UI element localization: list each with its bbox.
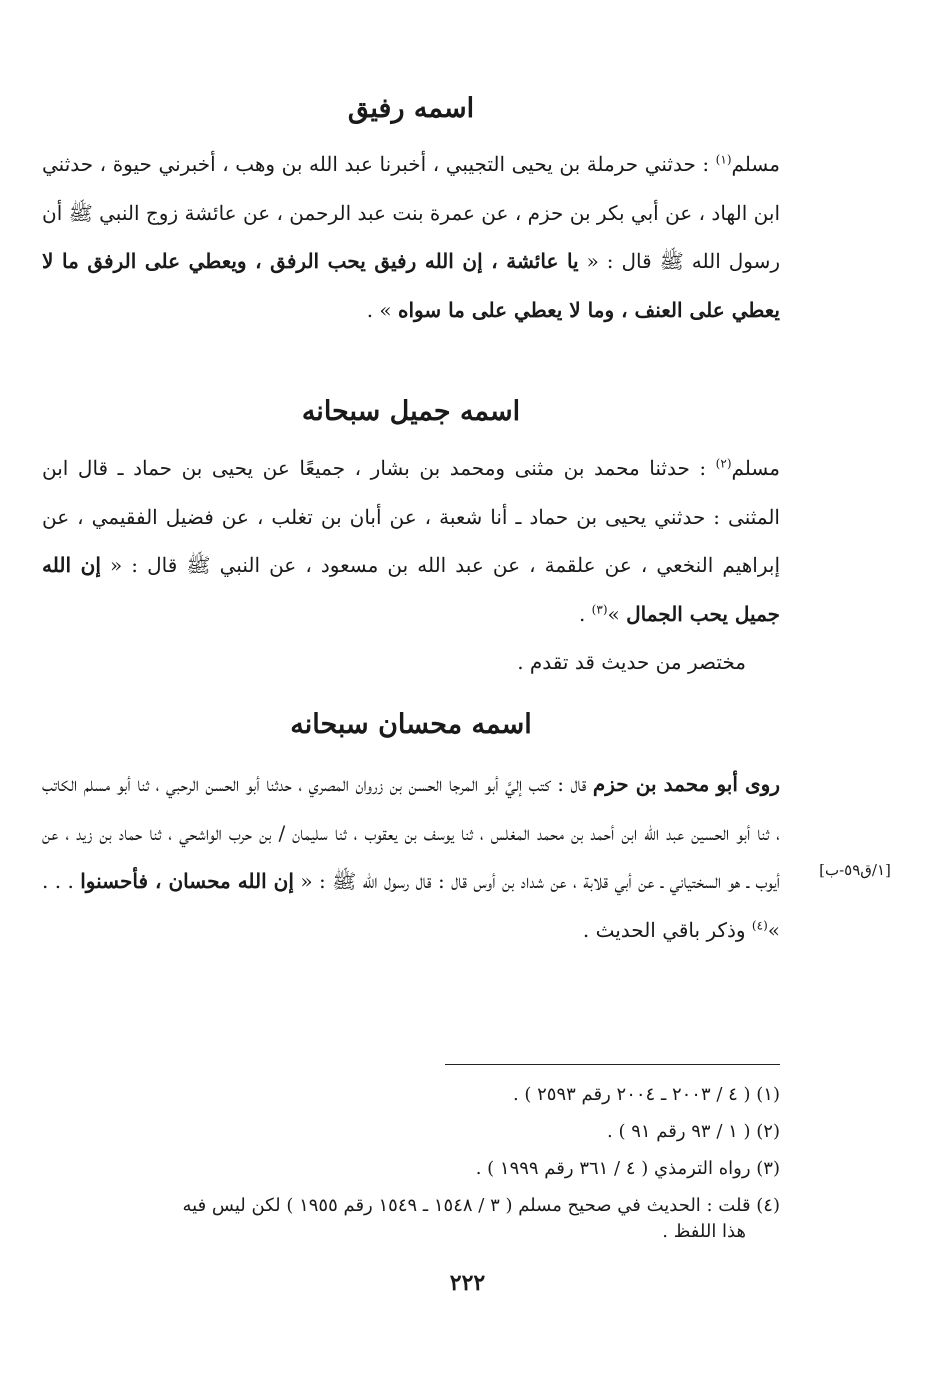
quote-end: . . . » xyxy=(42,869,780,942)
footnote-1: (١) ( ٤ / ٢٠٠٣ ـ ٢٠٠٤ رقم ٢٥٩٣ ) . xyxy=(512,1084,780,1105)
hadith-quote: يا عائشة ، إن الله رفيق يحب الرفق ، ويعطي على الرفق ما لا يعطي على العنف ، وما لا يعطي على ما سواه xyxy=(42,249,780,322)
footnotes xyxy=(42,1076,780,1246)
section-heading-rafiq: اسمه رفيق xyxy=(347,93,475,124)
footnote-3: (٣) رواه الترمذي ( ٤ / ٣٦١ رقم ١٩٩٩ ) . xyxy=(475,1158,780,1179)
quote-end: » xyxy=(607,601,627,626)
quote-tail: . xyxy=(578,601,592,626)
hadith-quote: إن الله جميل يحب الجمال xyxy=(42,553,780,626)
narrator-lead: روى أبو محمد بن حزم xyxy=(592,772,780,796)
hadith-paragraph xyxy=(42,444,780,638)
manuscript-folio-note: [١/ق٥٩-ب] xyxy=(819,861,891,879)
section-body-rafiq xyxy=(42,140,780,334)
footnote-ref: (٤) xyxy=(751,917,768,932)
footnote-ref: (٣) xyxy=(591,601,608,616)
footnote-4: (٤) قلت : الحديث في صحيح مسلم ( ٣ / ١٥٤٨ ـ ١٥٤٩ رقم ١٩٥٥ ) لكن ليس فيه xyxy=(182,1195,780,1216)
section-body-jamil xyxy=(42,444,780,687)
quote-tail: وذكر باقي الحديث . xyxy=(582,917,752,942)
hadith-paragraph xyxy=(42,760,780,954)
hadith-paragraph xyxy=(42,140,780,334)
footnote-2: (٢) ( ١ / ٩٣ رقم ٩١ ) . xyxy=(607,1121,780,1142)
footnote-ref: (٢) xyxy=(715,456,732,471)
source-name: مسلم xyxy=(731,456,780,480)
footnote-divider xyxy=(445,1064,780,1065)
isnad-text: : حدثنا محمد بن مثنى ومحمد بن بشار ، جميعًا عن يحيى بن حماد ـ قال ابن المثنى : حدثني يحيى بن حماد ـ أنا شعبة ، عن أبان بن تغلب ، عن فضيل الفقيمي ، عن إبراهيم النخعي ، عن علقمة ، عن عبد الله بن مسعود ، عن النبي ﷺ قال : « xyxy=(42,456,781,577)
footnote-4-continuation: هذا اللفظ . xyxy=(662,1221,746,1242)
quote-end: » . xyxy=(366,297,398,322)
section-heading-jamil: اسمه جميل سبحانه xyxy=(301,396,521,427)
section-heading-mihsan: اسمه محسان سبحانه xyxy=(290,709,532,740)
footnote-ref: (١) xyxy=(715,152,732,167)
isnad-text: قال : كتب إليَّ أبو المرجا الحسن بن زروان المصري ، حدثنا أبو الحسن الرحبي ، ثنا أبو مسلم الكاتب ، ثنا أبو الحسين عبد الله ابن أحمد بن محمد المغلس ، ثنا يوسف بن يعقوب ، ثنا سليمان / بن حرب الواشحي ، ثنا حماد بن زيد ، عن أيوب ـ هو السختياني ـ عن أبي قلابة ، عن شداد بن أوس قال : قال رسول الله ﷺ : « xyxy=(42,772,780,893)
isnad-text: : حدثني حرملة بن يحيى التجيبي ، أخبرنا عبد الله بن وهب ، أخبرني حيوة ، حدثني ابن الهاد ، عن أبي بكر بن حزم ، عن عمرة بنت عبد الرحمن ، عن عائشة زوج النبي ﷺ أن رسول الله ﷺ قال : « xyxy=(42,152,780,273)
page-number: ٢٢٢ xyxy=(449,1270,486,1296)
source-name: مسلم xyxy=(731,152,780,176)
section-note: مختصر من حديث قد تقدم . xyxy=(517,650,746,674)
hadith-quote: إن الله محسان ، فأحسنوا xyxy=(80,869,294,893)
section-body-mihsan xyxy=(42,760,780,954)
